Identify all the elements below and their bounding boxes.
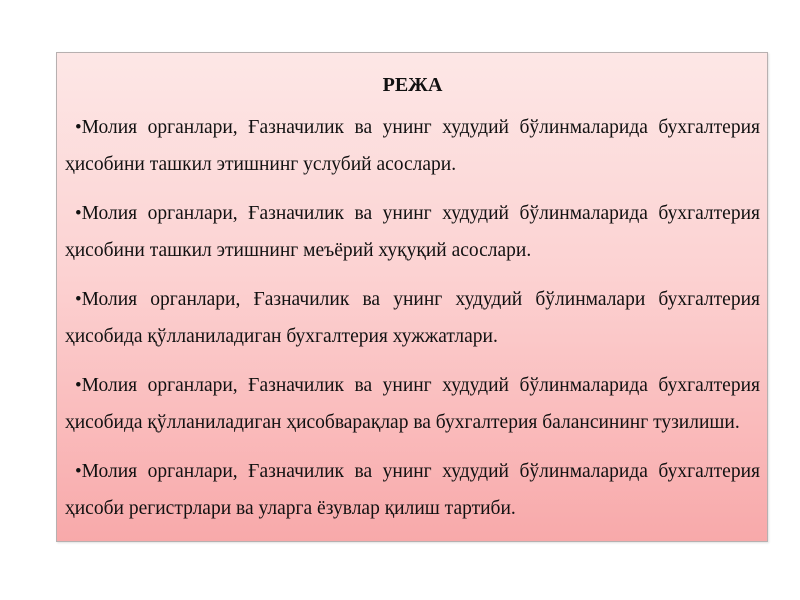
plan-panel [56, 52, 768, 542]
plan-item [65, 367, 760, 441]
plan-item-text: Молия органлари, Ғазначилик ва унинг худудий бўлинмаларида бухгалтерия ҳисобида қўлланиладиган ҳисобварақлар ва бухгалтерия балансининг тузилиши. [65, 375, 760, 433]
plan-item [65, 195, 760, 269]
plan-item [65, 109, 760, 183]
plan-item-text: Молия органлари, Ғазначилик ва унинг худудий бўлинмаларида бухгалтерия ҳисобини ташкил этишнинг услубий асослари. [65, 117, 760, 175]
bullet-icon: • [75, 289, 82, 310]
plan-item [65, 281, 760, 355]
plan-item-text: Молия органлари, Ғазначилик ва унинг худудий бўлинмаларида бухгалтерия ҳисоби регистрлари ва уларга ёзувлар қилиш тартиби. [65, 461, 760, 519]
bullet-icon: • [75, 375, 82, 396]
plan-item-text: Молия органлари, Ғазначилик ва унинг худудий бўлинмалари бухгалтерия ҳисобида қўлланиладиган бухгалтерия хужжатлари. [65, 289, 760, 347]
plan-title: РЕЖА [382, 74, 443, 96]
bullet-icon: • [75, 203, 82, 224]
bullet-icon: • [75, 461, 82, 482]
plan-item [65, 453, 760, 527]
plan-content [65, 71, 760, 539]
plan-item-text: Молия органлари, Ғазначилик ва унинг худудий бўлинмаларида бухгалтерия ҳисобини ташкил этишнинг меъёрий хуқуқий асослари. [65, 203, 760, 261]
bullet-icon: • [75, 117, 82, 138]
